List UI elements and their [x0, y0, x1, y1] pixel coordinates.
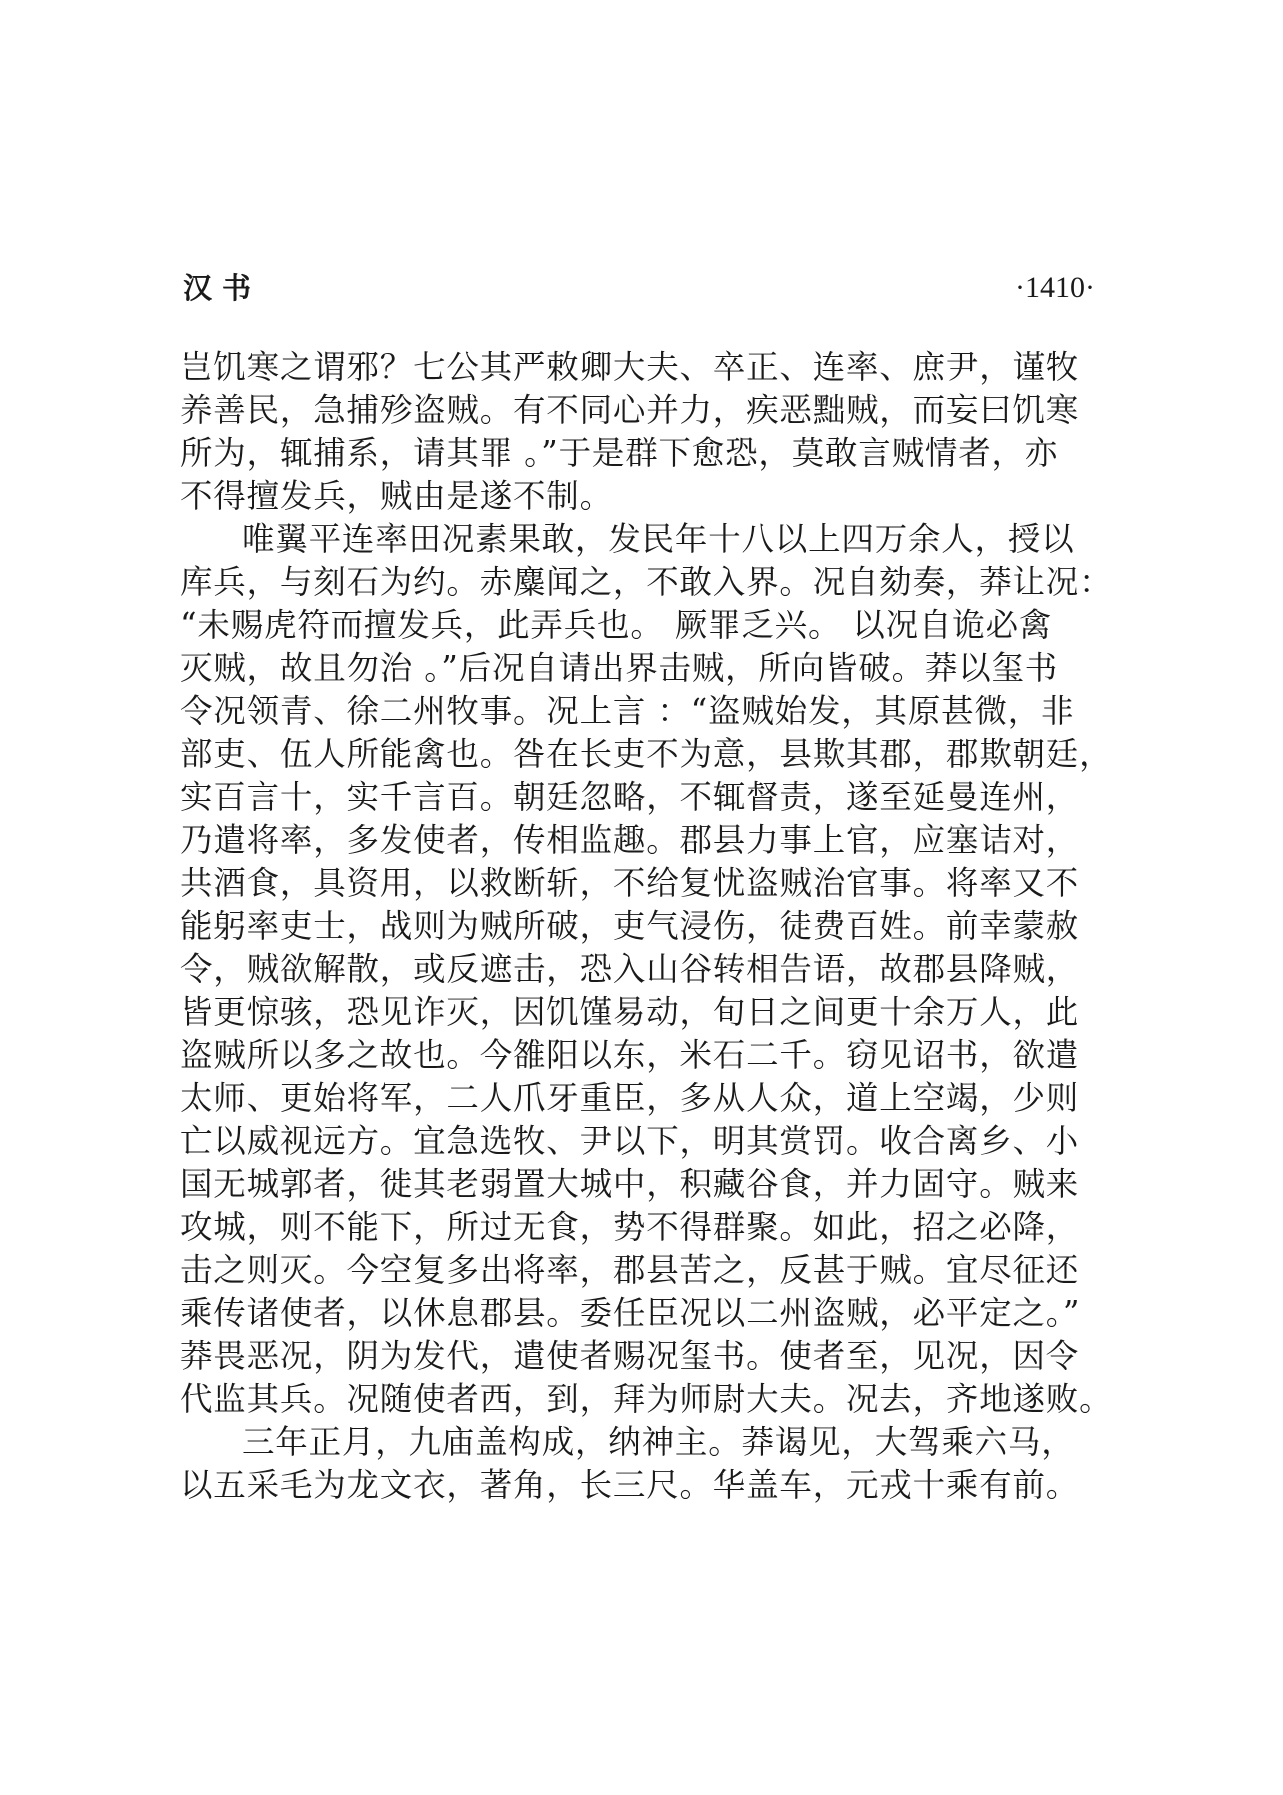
text-line: 不得擅发兵，贼由是遂不制。 — [180, 477, 613, 515]
paragraph — [180, 518, 1113, 1421]
text-line: 三年正月，九庙盖构成，纳神主。莽谒见，大驾乘六马， — [242, 1423, 1075, 1461]
page-number: ·1410· — [1015, 271, 1095, 304]
text-line: 实百言十，实千言百。朝廷忽略，不辄督责，遂至延曼连州， — [180, 778, 1080, 816]
text-line: 代监其兵。况随使者西，到，拜为师尉大夫。况去，齐地遂败。 — [180, 1380, 1113, 1418]
text-line: 莽畏恶况，阴为发代，遣使者赐况玺书。使者至，见况，因令 — [180, 1337, 1080, 1375]
text-line: 国无城郭者，徙其老弱置大城中，积藏谷食，并力固守。贼来 — [180, 1165, 1080, 1203]
text-line: 亡以威视远方。宜急选牧、尹以下，明其赏罚。收合离乡、小 — [180, 1122, 1080, 1160]
text-line: 灭贼，故且勿治 。”后况自请出界击贼，所向皆破。莽以玺书 — [180, 649, 1059, 687]
text-line: 乘传诸使者，以休息郡县。委任臣况以二州盗贼，必平定之。” — [180, 1294, 1081, 1332]
text-line: 令况领青、徐二州牧事。况上言 ：“盗贼始发，其原甚微，非 — [180, 692, 1075, 730]
text-line: 太师、更始将军，二人爪牙重臣，多从人众，道上空竭，少则 — [180, 1079, 1080, 1117]
paragraph — [180, 1421, 1095, 1507]
text-line: 以五采毛为龙文衣，著角，长三尺。华盖车，元戎十乘有前。 — [180, 1466, 1080, 1504]
book-title: 汉书 — [183, 271, 262, 305]
text-line: 乃遣将率，多发使者，传相监趣。郡县力事上官，应塞诘对， — [180, 821, 1080, 859]
text-line: 库兵，与刻石为约。赤麋闻之，不敢入界。况自劾奏，莽让况： — [180, 563, 1113, 601]
body-text — [180, 346, 1113, 1507]
text-line: 养善民，急捕殄盗贼。有不同心并力，疾恶黜贼，而妄曰饥寒 — [180, 391, 1080, 429]
text-line: 击之则灭。今空复多出将率，郡县苦之，反甚于贼。宜尽征还 — [180, 1251, 1080, 1289]
book-page — [180, 268, 1113, 1507]
text-line: 共酒食，具资用，以救断斩，不给复忧盗贼治官事。将率又不 — [180, 864, 1080, 902]
text-line: 皆更惊骇，恐见诈灭，因饥馑易动，旬日之间更十余万人，此 — [180, 993, 1080, 1031]
text-line: 所为，辄捕系，请其罪 。”于是群下愈恐，莫敢言贼情者，亦 — [180, 434, 1059, 472]
text-line: 令，贼欲解散，或反遮击，恐入山谷转相告语，故郡县降贼， — [180, 950, 1080, 988]
paragraph — [180, 346, 1095, 518]
text-line: 部吏、伍人所能禽也。咎在长吏不为意，县欺其郡，郡欺朝廷， — [180, 735, 1113, 773]
text-line: 攻城，则不能下，所过无食，势不得群聚。如此，招之必降， — [180, 1208, 1080, 1246]
text-line: 盗贼所以多之故也。今雒阳以东，米石二千。窃见诏书，欲遣 — [180, 1036, 1080, 1074]
text-line: 岂饥寒之谓邪？七公其严敕卿大夫、卒正、连率、庶尹，谨牧 — [180, 348, 1080, 386]
text-line: 唯翼平连率田况素果敢，发民年十八以上四万余人，授以 — [242, 520, 1075, 558]
text-line: 能躬率吏士，战则为贼所破，吏气浸伤，徒费百姓。前幸蒙赦 — [180, 907, 1080, 945]
text-line: “未赐虎符而擅发兵，此弄兵也。 厥罪乏兴。 以况自诡必禽 — [180, 606, 1053, 644]
running-header — [180, 268, 1095, 318]
